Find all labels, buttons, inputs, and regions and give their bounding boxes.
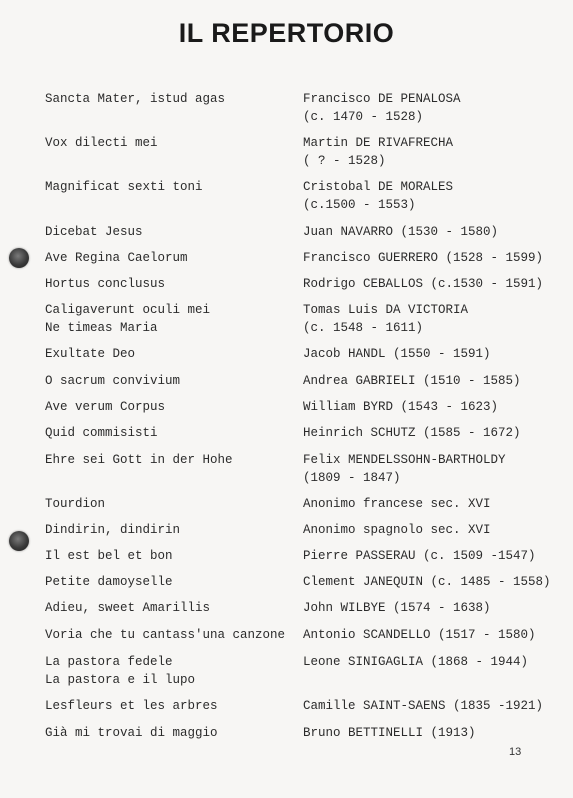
composer-info-line: Heinrich SCHUTZ (1585 - 1672) <box>303 426 521 440</box>
composer-info <box>303 600 491 618</box>
composer-info <box>303 496 491 514</box>
composer-info-line: John WILBYE (1574 - 1638) <box>303 601 491 615</box>
composer-info-line: ( ? - 1528) <box>303 153 386 168</box>
piece-title-line: Dicebat Jesus <box>45 225 143 239</box>
composer-info <box>303 373 521 391</box>
piece-title-line: Sancta Mater, istud agas <box>45 92 226 106</box>
piece-title <box>45 600 210 618</box>
piece-title <box>45 250 188 268</box>
composer-info <box>303 276 543 294</box>
piece-title-line: Ne timeas Maria <box>45 320 158 335</box>
piece-title <box>45 91 225 109</box>
piece-title <box>45 725 218 743</box>
composer-info <box>303 91 461 126</box>
composer-info-line: Pierre PASSERAU (c. 1509 -1547) <box>303 549 536 563</box>
piece-title <box>45 399 165 417</box>
composer-info <box>303 302 468 337</box>
composer-info-line: Martin DE RIVAFRECHA <box>303 136 454 150</box>
composer-info-line: Leone SINIGAGLIA (1868 - 1944) <box>303 655 529 669</box>
composer-info <box>303 574 551 592</box>
composer-info-line: Clement JANEQUIN (c. 1485 - 1558) <box>303 575 551 589</box>
piece-title <box>45 135 158 153</box>
composer-info-line: (c. 1470 - 1528) <box>303 109 424 124</box>
piece-title <box>45 548 173 566</box>
piece-title-line: Il est bel et bon <box>45 549 173 563</box>
piece-title <box>45 698 218 716</box>
page-number: 13 <box>509 746 522 758</box>
piece-title-line: Già mi trovai di maggio <box>45 726 218 740</box>
composer-info-line: Tomas Luis DA VICTORIA <box>303 303 469 317</box>
piece-title <box>45 627 285 645</box>
piece-title-line: La pastora e il lupo <box>45 672 196 687</box>
composer-info <box>303 548 536 566</box>
composer-info-line: Cristobal DE MORALES <box>303 180 454 194</box>
composer-info <box>303 522 491 540</box>
piece-title <box>45 425 158 443</box>
composer-info-line: Anonimo spagnolo sec. XVI <box>303 523 491 537</box>
composer-info-line: Andrea GABRIELI (1510 - 1585) <box>303 374 521 388</box>
piece-title <box>45 179 203 197</box>
piece-title-line: Caligaverunt oculi mei <box>45 303 211 317</box>
composer-info <box>303 224 498 242</box>
composer-info <box>303 425 521 443</box>
piece-title <box>45 346 135 364</box>
piece-title-line: Ave Regina Caelorum <box>45 251 188 265</box>
composer-info <box>303 698 543 716</box>
piece-title <box>45 224 143 242</box>
piece-title-line: Ave verum Corpus <box>45 400 166 414</box>
composer-info <box>303 627 536 645</box>
piece-title-line: O sacrum convivium <box>45 374 181 388</box>
composer-info-line: (c.1500 - 1553) <box>303 197 416 212</box>
piece-title-line: Voria che tu cantass'una canzone <box>45 628 286 642</box>
composer-info-line: Francisco DE PENALOSA <box>303 92 461 106</box>
piece-title-line: Petite damoyselle <box>45 575 173 589</box>
binder-hole-upper <box>9 248 29 268</box>
composer-info <box>303 725 476 743</box>
composer-info-line: (1809 - 1847) <box>303 470 401 485</box>
piece-title-line: Exultate Deo <box>45 347 136 361</box>
composer-info <box>303 346 491 364</box>
piece-title-line: Tourdion <box>45 497 106 511</box>
composer-info-line: Camille SAINT-SAENS (1835 -1921) <box>303 699 544 713</box>
piece-title <box>45 522 180 540</box>
composer-info-line: Jacob HANDL (1550 - 1591) <box>303 347 491 361</box>
piece-title <box>45 276 165 294</box>
composer-info <box>303 452 506 487</box>
composer-info-line: Francisco GUERRERO (1528 - 1599) <box>303 251 544 265</box>
piece-title <box>45 373 180 391</box>
piece-title-line: La pastora fedele <box>45 655 173 669</box>
composer-info <box>303 250 543 268</box>
piece-title-line: Lesfleurs et les arbres <box>45 699 218 713</box>
piece-title-line: Adieu, sweet Amarillis <box>45 601 211 615</box>
composer-info <box>303 654 528 672</box>
piece-title-line: Quid commisisti <box>45 426 158 440</box>
composer-info-line: Juan NAVARRO (1530 - 1580) <box>303 225 499 239</box>
piece-title <box>45 496 105 514</box>
piece-title <box>45 654 195 689</box>
composer-info-line: Rodrigo CEBALLOS (c.1530 - 1591) <box>303 277 544 291</box>
piece-title-line: Vox dilecti mei <box>45 136 158 150</box>
piece-title-line: Dindirin, dindirin <box>45 523 181 537</box>
composer-info-line: Antonio SCANDELLO (1517 - 1580) <box>303 628 536 642</box>
piece-title-line: Magnificat sexti toni <box>45 180 203 194</box>
piece-title-line: Ehre sei Gott in der Hohe <box>45 453 233 467</box>
binder-hole-lower <box>9 531 29 551</box>
composer-info-line: Anonimo francese sec. XVI <box>303 497 491 511</box>
composer-info <box>303 399 498 417</box>
composer-info-line: Felix MENDELSSOHN-BARTHOLDY <box>303 453 506 467</box>
composer-info-line: William BYRD (1543 - 1623) <box>303 400 499 414</box>
composer-info <box>303 135 453 170</box>
piece-title <box>45 452 233 470</box>
page-title: IL REPERTORIO <box>178 18 395 48</box>
composer-info-line: (c. 1548 - 1611) <box>303 320 424 335</box>
composer-info-line: Bruno BETTINELLI (1913) <box>303 726 476 740</box>
piece-title-line: Hortus conclusus <box>45 277 166 291</box>
composer-info <box>303 179 453 214</box>
piece-title <box>45 574 173 592</box>
piece-title <box>45 302 210 337</box>
